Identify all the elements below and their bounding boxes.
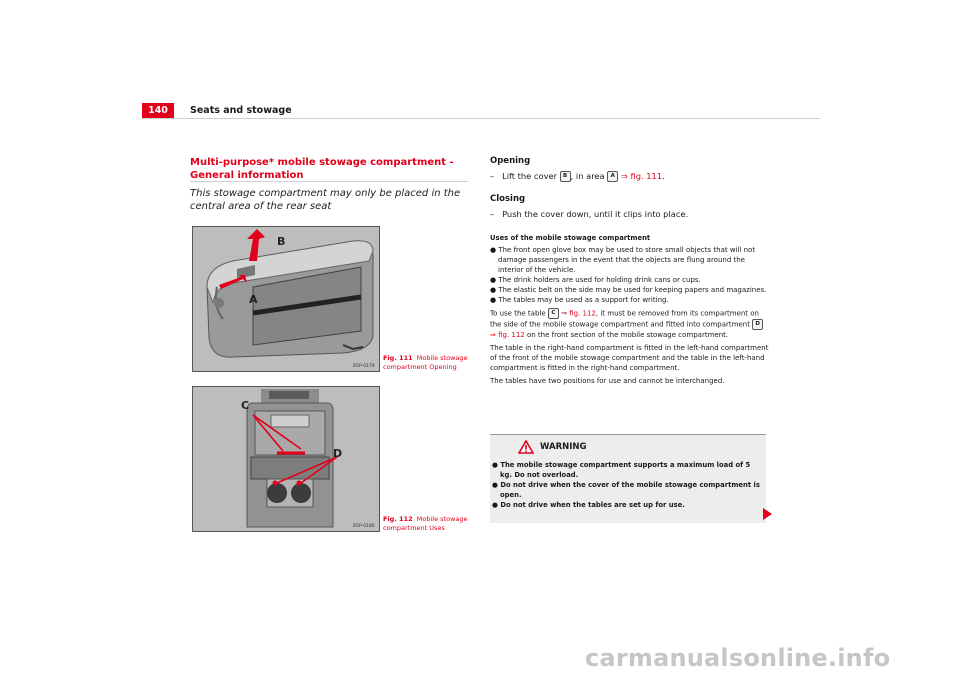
- uses-heading: Uses of the mobile stowage compartment: [490, 234, 651, 242]
- figure-reference-link[interactable]: ⇒ fig. 111: [620, 171, 663, 181]
- figure-111: [192, 226, 380, 372]
- caption-text: Mobile stowage compartment Uses: [383, 515, 468, 532]
- watermark: carmanualsonline.info: [585, 644, 891, 672]
- figure-code: B5P-0180: [353, 524, 375, 529]
- figure-label-c: C: [241, 399, 250, 412]
- section-title: Multi-purpose* mobile stowage compartment - General information: [190, 157, 454, 181]
- list-item: ● The front open glove box may be used to store small objects that will not damage passengers in the event that the objects are flung around the interior of the vehicle.: [490, 246, 756, 274]
- caption-number: Fig. 111: [383, 354, 413, 362]
- uses-section: [490, 234, 770, 386]
- list-item: ● Do not drive when the cover of the mobile stowage compartment is open.: [492, 481, 760, 499]
- figure-code: B5P-0179: [353, 364, 375, 369]
- warning-header: [518, 440, 586, 454]
- warning-box: [490, 434, 766, 523]
- step-dash: –: [490, 171, 495, 181]
- armrest-uses-illustration: [193, 387, 379, 531]
- list-item: ● Do not drive when the tables are set up for use.: [492, 501, 685, 509]
- figure-caption-112: [383, 515, 473, 532]
- key-c: C: [548, 308, 559, 319]
- figure-label-d: D: [333, 447, 343, 460]
- continue-arrow-icon: [763, 508, 772, 520]
- figure-label-b: B: [277, 235, 286, 248]
- list-item: ● The drink holders are used for holding drink cans or cups.: [490, 276, 701, 284]
- bullet-icon: ●: [492, 461, 498, 469]
- header-rule: [142, 118, 820, 119]
- opening-step: [490, 170, 770, 182]
- section-intro: This stowage compartment may only be placed in the central area of the rear seat: [190, 188, 461, 212]
- warning-list: [492, 460, 764, 510]
- closing-heading: Closing: [490, 194, 526, 204]
- figure-reference-link[interactable]: ⇒ fig. 112: [561, 309, 596, 318]
- table-paragraph: To use the table C ⇒ fig. 112, it must be removed from its compartment on the side of the mobile stowage compartment and fitted into compartment D ⇒ fig. 112 on the front section of the mobile stowage compartment.: [490, 308, 770, 340]
- warning-triangle-icon: [518, 440, 534, 454]
- step-text: Push the cover down, until it clips into place.: [502, 209, 689, 219]
- figure-112: [192, 386, 380, 532]
- step-text: , in area: [570, 171, 605, 181]
- bullet-icon: ●: [490, 276, 497, 284]
- list-item: ● The elastic belt on the side may be used for keeping papers and magazines.: [490, 286, 767, 294]
- page-number: 140: [142, 103, 174, 119]
- paragraph: The table in the right-hand compartment is fitted in the left-hand compartment of the front of the mobile stowage compartment and the table in the left-hand compartment is fitted in the right-hand compartment.: [490, 344, 769, 372]
- key-a: A: [607, 171, 618, 182]
- key-d: D: [752, 319, 763, 330]
- step-text: .: [662, 171, 665, 181]
- paragraph: The tables have two positions for use and cannot be interchanged.: [490, 377, 725, 385]
- step-dash: –: [490, 209, 495, 219]
- caption-number: Fig. 112: [383, 515, 413, 523]
- armrest-open-illustration: [193, 227, 379, 371]
- bullet-icon: ●: [492, 481, 498, 489]
- warning-title: WARNING: [540, 442, 587, 452]
- list-item: ● The tables may be used as a support for writing.: [490, 296, 669, 304]
- key-b: B: [560, 171, 571, 182]
- list-item: ● The mobile stowage compartment supports a maximum load of 5 kg. Do not overload.: [492, 461, 751, 479]
- running-header: Seats and stowage: [190, 105, 292, 116]
- bullet-icon: ●: [490, 286, 497, 294]
- step-text: Lift the cover: [502, 171, 557, 181]
- figure-caption-111: [383, 354, 473, 371]
- bullet-icon: ●: [490, 296, 497, 304]
- opening-heading: Opening: [490, 156, 531, 166]
- figure-reference-link[interactable]: ⇒ fig. 112: [490, 331, 525, 339]
- bullet-icon: ●: [492, 501, 498, 509]
- bullet-icon: ●: [490, 246, 497, 254]
- caption-text: Mobile stowage compartment Opening: [383, 354, 468, 371]
- figure-label-a: A: [249, 293, 258, 306]
- closing-step: [490, 208, 770, 220]
- section-rule: [190, 181, 468, 182]
